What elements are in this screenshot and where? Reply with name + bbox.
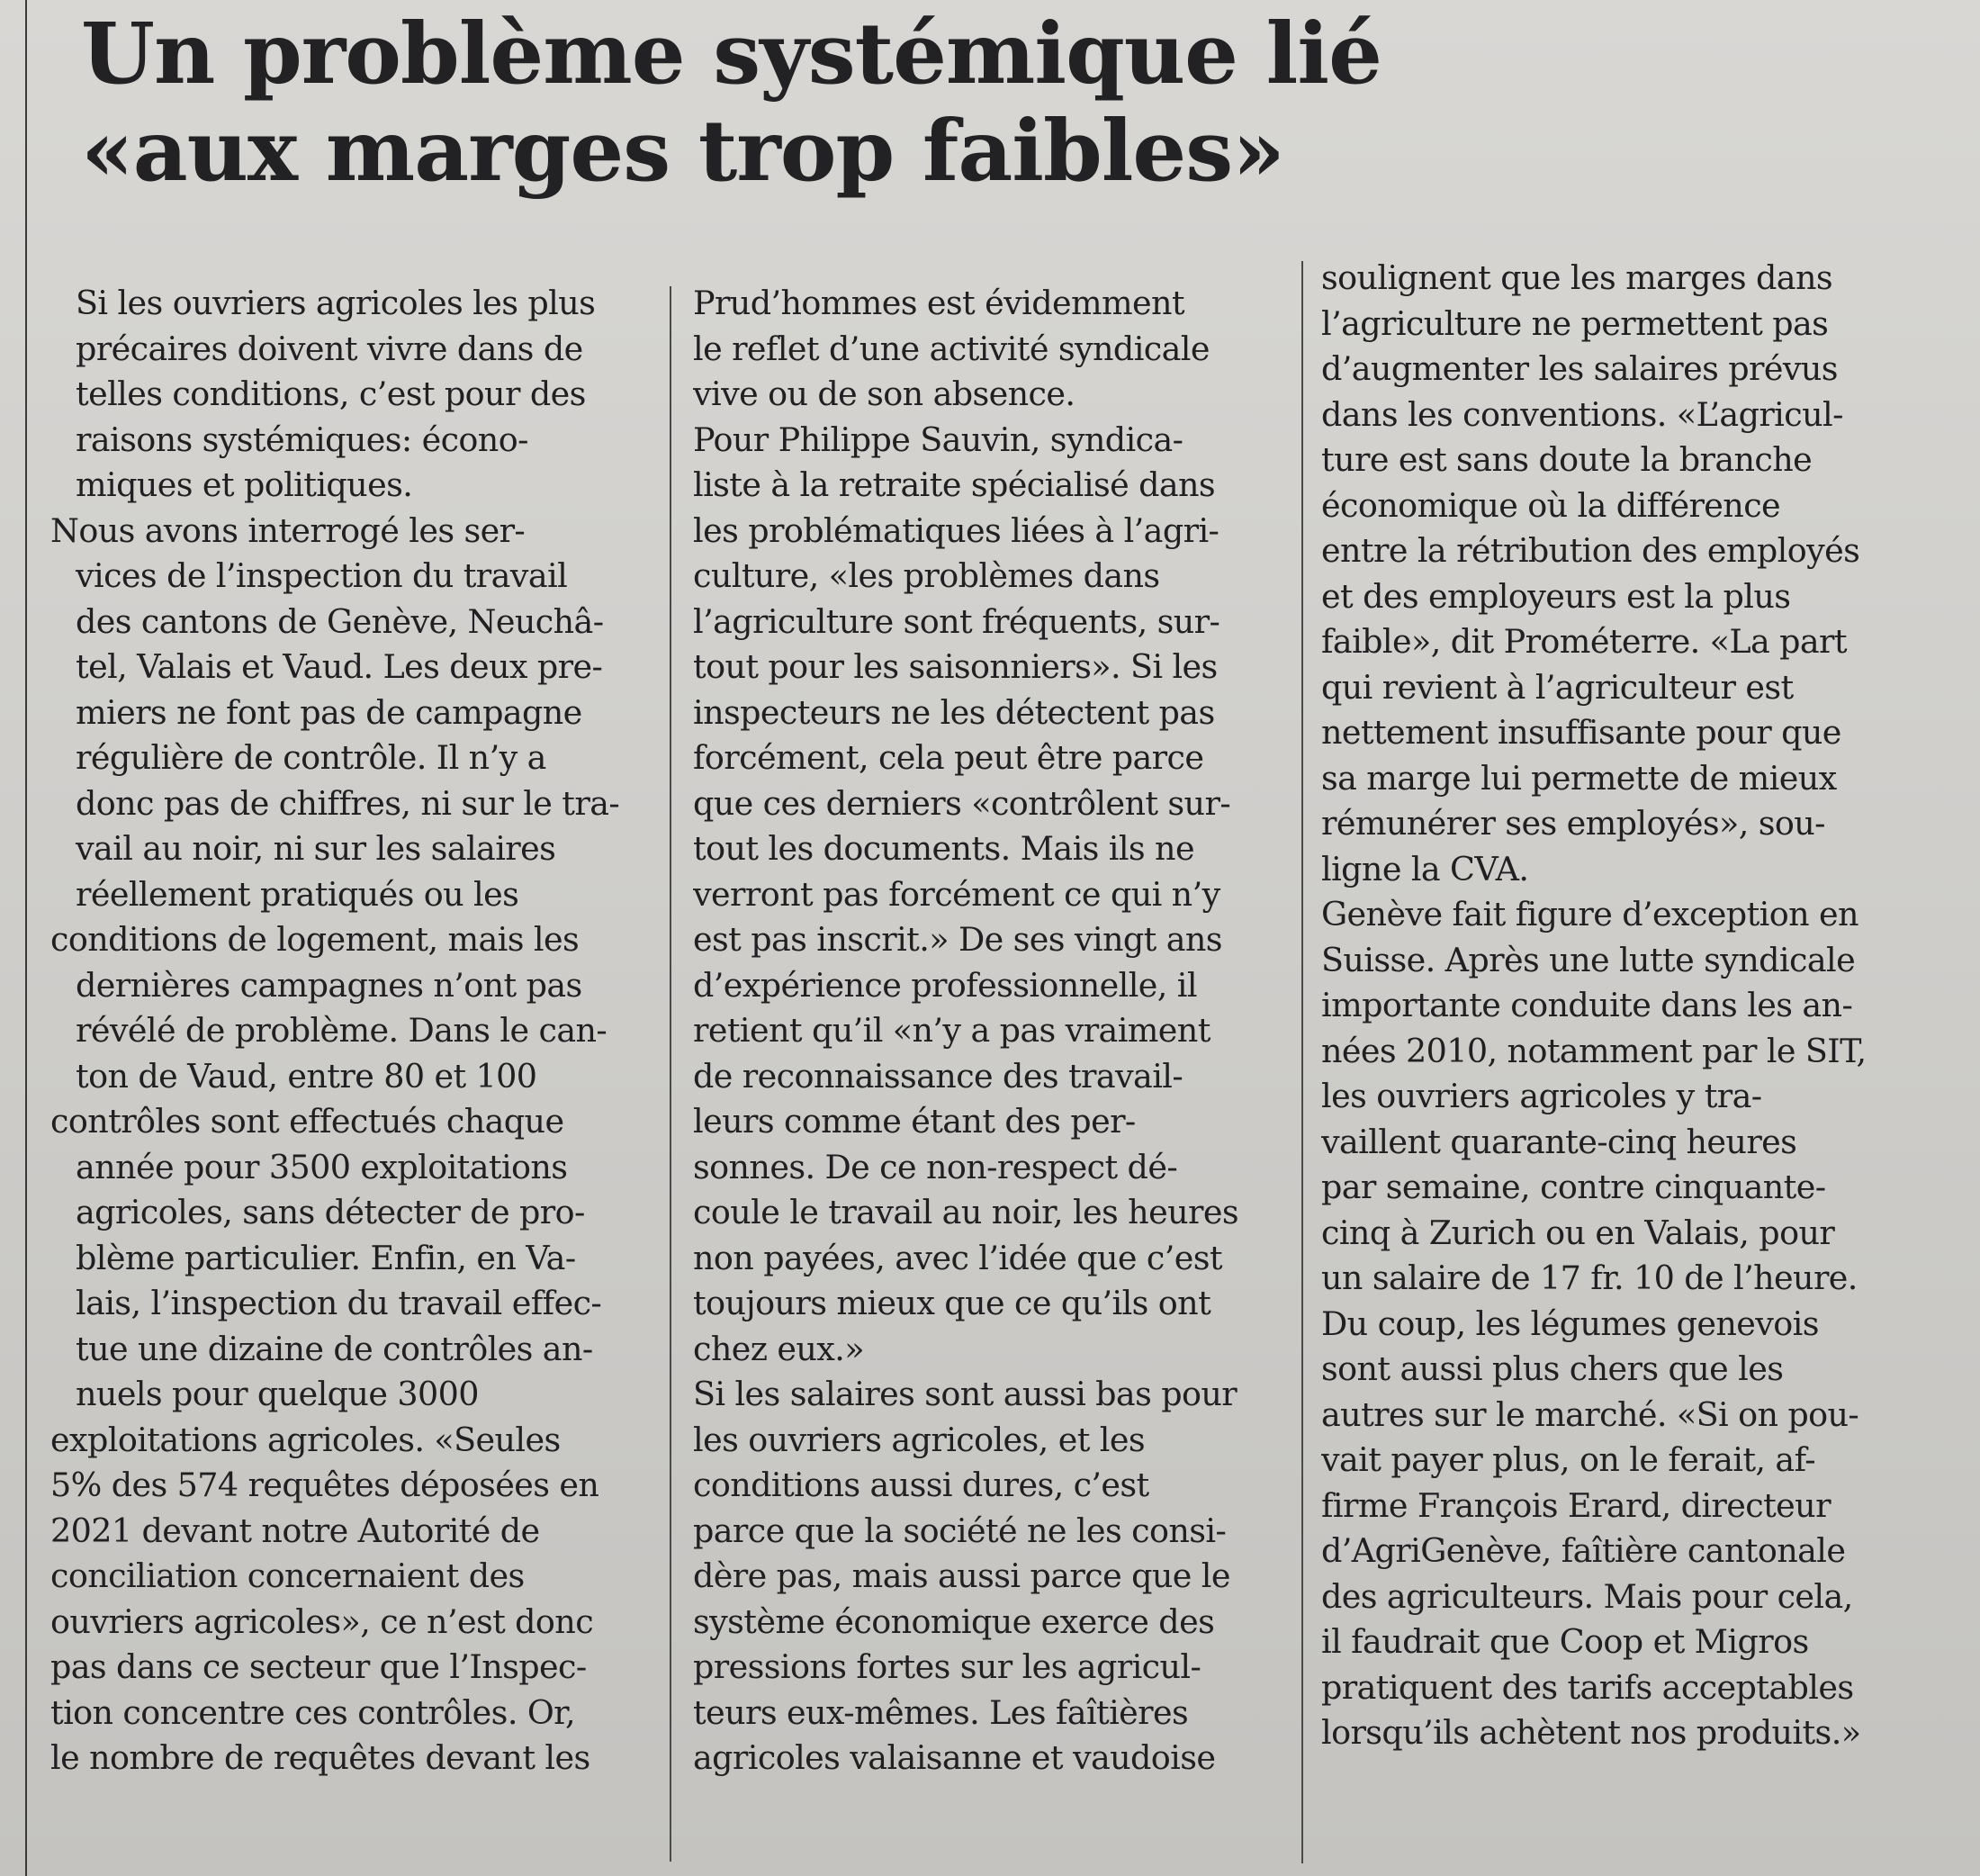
text-line: conditions aussi dures, c’est	[693, 1466, 1149, 1504]
text-line: Nous avons interrogé les ser-	[50, 510, 526, 550]
text-line: conciliation concernaient des	[50, 1556, 525, 1595]
text-line: les ouvriers agricoles y tra-	[1321, 1077, 1762, 1115]
text-line: toujours mieux que ce qu’ils ont	[693, 1284, 1211, 1322]
text-line: Si les salaires sont aussi bas pour	[693, 1375, 1238, 1413]
text-line: Genève fait figure d’exception en	[1321, 895, 1858, 933]
text-line: Pour Philippe Sauvin, syndica-	[693, 419, 1184, 459]
text-line: tue une dizaine de contrôles an-	[76, 1329, 593, 1368]
text-line: importante conduite dans les an-	[1321, 986, 1853, 1024]
text-line: par semaine, contre cinquante-	[1321, 1168, 1826, 1206]
text-line: et des employeurs est la plus	[1321, 576, 1791, 616]
text-line: pas dans ce secteur que l’Inspec-	[50, 1647, 587, 1686]
text-line: contrôles sont effectués chaque	[50, 1102, 564, 1141]
text-line: entre la rétribution des employés	[1321, 531, 1860, 570]
text-line: faible», dit Prométerre. «La part	[1321, 622, 1847, 661]
text-line: blème particulier. Enfin, en Va-	[76, 1238, 576, 1277]
text-line: ton de Vaud, entre 80 et 100	[76, 1056, 537, 1096]
text-line: lais, l’inspection du travail effec-	[76, 1284, 602, 1322]
text-line: exploitations agricoles. «Seules	[50, 1420, 561, 1459]
text-line: est pas inscrit.» De ses vingt ans	[693, 920, 1222, 959]
page-edge-rule	[25, 0, 27, 1876]
text-line: parce que la société ne les consi-	[693, 1511, 1227, 1550]
text-line: dère pas, mais aussi parce que le	[693, 1556, 1230, 1595]
text-line: les ouvriers agricoles, et les	[693, 1420, 1145, 1459]
headline-line-2: «aux marges trop faibles»	[81, 102, 1284, 201]
text-line: leurs comme étant des per-	[693, 1102, 1136, 1141]
text-line: tion concentre ces contrôles. Or,	[50, 1692, 575, 1732]
text-line: autres sur le marché. «Si on pou-	[1321, 1394, 1859, 1434]
text-line: un salaire de 17 fr. 10 de l’heure.	[1321, 1258, 1858, 1297]
text-line: vices de l’inspection du travail	[76, 556, 568, 595]
article-column-1	[50, 281, 644, 1865]
text-line: il faudrait que Coop et Migros	[1321, 1622, 1809, 1661]
text-line: dernières campagnes n’ont pas	[76, 965, 582, 1005]
text-line: des cantons de Genève, Neuchâ-	[76, 601, 604, 641]
text-line: ligne la CVA.	[1321, 849, 1529, 888]
text-line: sont aussi plus chers que les	[1321, 1349, 1784, 1388]
text-line: les problématiques liées à l’agri-	[693, 510, 1220, 550]
text-line: Du coup, les légumes genevois	[1321, 1303, 1819, 1343]
text-line: teurs eux-mêmes. Les faîtières	[693, 1692, 1189, 1732]
text-line: lorsqu’ils achètent nos produits.»	[1321, 1713, 1861, 1752]
text-line: cinq à Zurich ou en Valais, pour	[1321, 1213, 1835, 1252]
text-line: soulignent que les marges dans	[1321, 258, 1832, 297]
text-line: qui revient à l’agriculteur est	[1321, 667, 1794, 707]
text-line: des agriculteurs. Mais pour cela,	[1321, 1576, 1853, 1616]
text-line: Si les ouvriers agricoles les plus	[76, 284, 596, 322]
text-line: 5% des 574 requêtes déposées en	[50, 1466, 599, 1504]
text-line: agricoles, sans détecter de pro-	[76, 1193, 585, 1231]
text-line: coule le travail au noir, les heures	[693, 1193, 1238, 1231]
text-line: Suisse. Après une lutte syndicale	[1321, 940, 1856, 979]
column-divider-2	[1301, 261, 1303, 1863]
article-column-3	[1321, 256, 1962, 1840]
text-line: inspecteurs ne les détectent pas	[693, 692, 1215, 732]
text-line: tout pour les saisonniers». Si les	[693, 647, 1218, 686]
text-line: réellement pratiqués ou les	[76, 874, 519, 914]
text-line: économique où la différence	[1321, 485, 1781, 525]
text-line: l’agriculture sont fréquents, sur-	[693, 601, 1220, 641]
text-line: tout les documents. Mais ils ne	[693, 829, 1194, 868]
text-line: non payées, avec l’idée que c’est	[693, 1238, 1222, 1277]
text-line: rémunérer ses employés», sou-	[1321, 804, 1825, 843]
text-line: miers ne font pas de campagne	[76, 692, 582, 732]
text-line: sonnes. De ce non-respect dé-	[693, 1147, 1178, 1186]
text-line: raisons systémiques: écono-	[76, 419, 528, 459]
text-line: chez eux.»	[693, 1329, 865, 1368]
text-line: d’expérience professionnelle, il	[693, 965, 1197, 1005]
text-line: d’AgriGenève, faîtière cantonale	[1321, 1531, 1846, 1570]
text-line: agricoles valaisanne et vaudoise	[693, 1738, 1216, 1777]
text-line: donc pas de chiffres, ni sur le tra-	[76, 783, 620, 823]
text-line: vive ou de son absence.	[693, 374, 1076, 413]
text-line: nettement insuffisante pour que	[1321, 713, 1841, 752]
article-column-2	[693, 281, 1287, 1865]
text-line: ouvriers agricoles», ce n’est donc	[50, 1601, 594, 1641]
text-line: verront pas forcément ce qui n’y	[693, 874, 1220, 914]
headline	[81, 5, 1953, 200]
text-line: forcément, cela peut être parce	[693, 738, 1204, 777]
text-line: Prud’hommes est évidemment	[693, 284, 1184, 322]
text-line: année pour 3500 exploitations	[76, 1147, 568, 1186]
text-line: vait payer plus, on le ferait, af-	[1321, 1440, 1815, 1479]
text-line: pressions fortes sur les agricul-	[693, 1647, 1202, 1686]
text-line: sa marge lui permette de mieux	[1321, 758, 1837, 798]
text-line: pratiquent des tarifs acceptables	[1321, 1667, 1854, 1707]
text-line: le reflet d’une activité syndicale	[693, 329, 1210, 368]
text-line: firme François Erard, directeur	[1321, 1485, 1831, 1525]
text-line: nées 2010, notamment par le SIT,	[1321, 1031, 1867, 1070]
text-line: culture, «les problèmes dans	[693, 556, 1160, 595]
text-line: d’augmenter les salaires prévus	[1321, 349, 1838, 388]
text-line: vaillent quarante-cinq heures	[1321, 1122, 1797, 1161]
text-line: précaires doivent vivre dans de	[76, 329, 583, 368]
text-line: régulière de contrôle. Il n’y a	[76, 738, 546, 777]
text-line: l’agriculture ne permettent pas	[1321, 303, 1829, 343]
text-line: que ces derniers «contrôlent sur-	[693, 783, 1231, 823]
text-line: vail au noir, ni sur les salaires	[76, 829, 556, 868]
text-line: conditions de logement, mais les	[50, 920, 580, 959]
text-line: liste à la retraite spécialisé dans	[693, 465, 1216, 504]
text-line: tel, Valais et Vaud. Les deux pre-	[76, 647, 603, 686]
text-line: de reconnaissance des travail-	[693, 1056, 1184, 1096]
headline-line-1: Un problème systémique lié	[81, 5, 1382, 104]
text-line: telles conditions, c’est pour des	[76, 374, 586, 413]
text-line: nuels pour quelque 3000	[76, 1375, 479, 1413]
column-divider-1	[670, 286, 671, 1862]
text-line: dans les conventions. «L’agricul-	[1321, 394, 1843, 434]
text-line: retient qu’il «n’y a pas vraiment	[693, 1011, 1210, 1050]
text-line: ture est sans doute la branche	[1321, 440, 1813, 479]
text-line: miques et politiques.	[76, 465, 413, 504]
text-line: système économique exerce des	[693, 1601, 1215, 1641]
text-line: révélé de problème. Dans le can-	[76, 1011, 608, 1050]
text-line: 2021 devant notre Autorité de	[50, 1511, 540, 1550]
text-line: le nombre de requêtes devant les	[50, 1738, 590, 1777]
